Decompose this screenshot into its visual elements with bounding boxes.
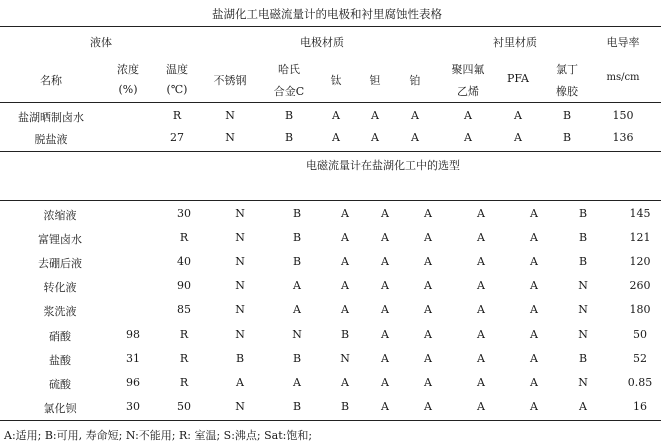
cell-temp: 50 xyxy=(177,399,191,413)
cell-hc: A xyxy=(293,375,301,389)
cell-pt: A xyxy=(411,109,419,122)
cell-ti: A xyxy=(341,303,349,317)
legend-note: A:适用; B:可用, 寿命短; N:不能用; R: 室温; S:沸点; Sat:饱和; xyxy=(4,429,313,442)
cell-temp: 90 xyxy=(177,279,191,293)
col-titanium: 钛 xyxy=(330,74,342,87)
cell-ti: A xyxy=(341,231,349,245)
group-lining: 衬里材质 xyxy=(493,36,537,49)
cell-ss: N xyxy=(235,279,245,293)
cell-ss: N xyxy=(225,109,235,122)
cell-ta: A xyxy=(381,375,389,389)
cell-name: 盐湖晒制卤水 xyxy=(18,111,84,124)
cell-cr: B xyxy=(578,207,588,220)
cell-hc: B xyxy=(284,109,294,122)
cell-pfa: A xyxy=(530,207,538,220)
cell-ss: N xyxy=(235,255,245,269)
col-pfa: PFA xyxy=(506,72,530,85)
col-hastelloy-c: 合金C xyxy=(273,85,305,98)
col-ptfe-2: 乙烯 xyxy=(457,85,479,98)
cell-name: 转化液 xyxy=(43,281,77,295)
cell-ti: N xyxy=(340,351,350,365)
group-electrode: 电极材质 xyxy=(300,36,344,49)
cell-hc: B xyxy=(292,399,302,413)
cell-ec: 50 xyxy=(633,327,647,341)
cell-ti: A xyxy=(341,207,349,220)
cell-temp: 85 xyxy=(177,303,191,317)
table2-row xyxy=(0,372,661,394)
cell-conc: 98 xyxy=(126,327,140,341)
cell-pfa: A xyxy=(514,131,522,144)
cell-pt: A xyxy=(411,131,419,144)
cell-ec: 150 xyxy=(612,109,634,122)
cell-ta: A xyxy=(381,231,389,245)
cell-temp: 30 xyxy=(177,207,191,220)
table2-row xyxy=(0,396,661,418)
cell-hc: N xyxy=(292,327,302,341)
cell-ta: A xyxy=(381,351,389,365)
table2-row xyxy=(0,348,661,370)
cell-ta: A xyxy=(381,255,389,269)
cell-ec: 120 xyxy=(629,255,651,269)
cell-pt: A xyxy=(424,207,432,220)
cell-ptfe: A xyxy=(477,327,485,341)
cell-pfa: A xyxy=(530,351,538,365)
cell-pfa: A xyxy=(530,399,538,413)
cell-pfa: A xyxy=(530,375,538,389)
cell-ss: N xyxy=(225,131,235,144)
cell-ti: A xyxy=(332,131,340,144)
cell-pfa: A xyxy=(530,255,538,269)
cell-name: 浓缩液 xyxy=(43,209,77,222)
cell-ti: B xyxy=(340,327,350,341)
col-tantalum: 钽 xyxy=(369,74,381,87)
cell-temp: 40 xyxy=(177,255,191,269)
col-conc: 浓度 xyxy=(117,63,139,76)
cell-cr: B xyxy=(562,109,572,122)
cell-hc: B xyxy=(292,351,302,365)
cell-hc: B xyxy=(292,207,302,220)
table2-row xyxy=(0,299,661,321)
cell-temp: R xyxy=(172,109,182,122)
cell-ec: 260 xyxy=(629,279,651,293)
cell-pfa: A xyxy=(530,231,538,245)
cell-hc: A xyxy=(293,303,301,317)
table1-bottom-rule xyxy=(0,151,661,152)
col-stainless: 不锈钢 xyxy=(213,74,247,87)
table1-header-rule xyxy=(0,102,661,103)
table1-row xyxy=(0,106,661,126)
table2-row xyxy=(0,203,661,225)
cell-pt: A xyxy=(424,231,432,245)
col-temp-unit: (℃) xyxy=(166,83,188,96)
cell-cr: B xyxy=(578,231,588,245)
table2-title: 电磁流量计在盐湖化工中的选型 xyxy=(306,159,460,172)
cell-ss: A xyxy=(236,375,244,389)
cell-temp: R xyxy=(179,327,189,341)
cell-hc: A xyxy=(293,279,301,293)
cell-temp: R xyxy=(179,351,189,365)
cell-ptfe: A xyxy=(477,351,485,365)
cell-name: 硝酸 xyxy=(49,329,71,343)
cell-name: 浆洗液 xyxy=(43,305,77,319)
cell-cr: B xyxy=(562,131,572,144)
cell-ptfe: A xyxy=(477,231,485,245)
cell-pt: A xyxy=(424,303,432,317)
cell-ti: A xyxy=(341,255,349,269)
cell-ta: A xyxy=(381,279,389,293)
cell-ti: B xyxy=(340,399,350,413)
cell-ss: N xyxy=(235,327,245,341)
cell-pt: A xyxy=(424,351,432,365)
cell-conc: 30 xyxy=(126,399,140,413)
cell-ss: B xyxy=(235,351,245,365)
cell-cr: N xyxy=(578,279,588,293)
table1-title: 盐湖化工电磁流量计的电极和衬里腐蚀性表格 xyxy=(212,7,442,21)
table2-row xyxy=(0,324,661,346)
cell-ta: A xyxy=(381,207,389,220)
cell-name: 脱盐液 xyxy=(34,133,68,146)
cell-ec: 145 xyxy=(629,207,651,220)
cell-pt: A xyxy=(424,279,432,293)
cell-cr: A xyxy=(579,399,587,413)
col-hastelloy: 哈氏 xyxy=(278,63,300,76)
cell-pfa: A xyxy=(514,109,522,122)
cell-name: 去硼后液 xyxy=(38,257,82,271)
cell-ptfe: A xyxy=(464,109,472,122)
cell-ec: 180 xyxy=(629,303,651,317)
cell-ec: 16 xyxy=(633,399,647,413)
cell-name: 富锂卤水 xyxy=(38,233,82,247)
cell-ss: N xyxy=(235,399,245,413)
cell-temp: R xyxy=(179,375,189,389)
cell-cr: B xyxy=(578,351,588,365)
col-platinum: 铂 xyxy=(409,74,421,87)
group-liquid: 液体 xyxy=(90,36,112,49)
cell-ss: N xyxy=(235,207,245,220)
cell-ti: A xyxy=(341,279,349,293)
cell-pt: A xyxy=(424,375,432,389)
cell-pfa: A xyxy=(530,303,538,317)
table1-row xyxy=(0,128,661,148)
cell-ptfe: A xyxy=(477,303,485,317)
cell-name: 硫酸 xyxy=(49,377,71,391)
cell-hc: B xyxy=(284,131,294,144)
cell-cr: N xyxy=(578,303,588,317)
col-unit: ms/cm xyxy=(606,72,640,83)
cell-ptfe: A xyxy=(477,375,485,389)
cell-ptfe: A xyxy=(477,279,485,293)
cell-ss: N xyxy=(235,303,245,317)
cell-ec: 52 xyxy=(633,351,647,365)
cell-ptfe: A xyxy=(464,131,472,144)
cell-cr: N xyxy=(578,375,588,389)
cell-cr: B xyxy=(578,255,588,269)
cell-ti: A xyxy=(332,109,340,122)
cell-hc: B xyxy=(292,231,302,245)
cell-ta: A xyxy=(381,303,389,317)
cell-ec: 0.85 xyxy=(627,375,653,389)
cell-cr: N xyxy=(578,327,588,341)
cell-ti: A xyxy=(341,375,349,389)
cell-ta: A xyxy=(371,131,379,144)
cell-ec: 136 xyxy=(612,131,634,144)
table2-bottom-rule xyxy=(0,420,661,421)
col-neoprene: 氯丁 xyxy=(556,63,578,76)
cell-ptfe: A xyxy=(477,399,485,413)
col-name: 名称 xyxy=(40,74,62,87)
cell-ta: A xyxy=(381,327,389,341)
cell-conc: 96 xyxy=(126,375,140,389)
group-conductivity: 电导率 xyxy=(606,36,640,49)
cell-ec: 121 xyxy=(629,231,651,245)
cell-pt: A xyxy=(424,255,432,269)
table2-row xyxy=(0,275,661,297)
cell-hc: B xyxy=(292,255,302,269)
cell-temp: 27 xyxy=(170,131,184,144)
cell-pt: A xyxy=(424,399,432,413)
table2-top-rule xyxy=(0,200,661,201)
cell-conc: 31 xyxy=(126,351,140,365)
cell-ta: A xyxy=(381,399,389,413)
cell-ptfe: A xyxy=(477,207,485,220)
col-conc-unit: (%) xyxy=(118,83,138,96)
cell-temp: R xyxy=(179,231,189,245)
cell-ss: N xyxy=(235,231,245,245)
cell-name: 氯化钡 xyxy=(43,401,77,415)
table2-row xyxy=(0,251,661,273)
cell-name: 盐酸 xyxy=(49,353,71,367)
cell-pfa: A xyxy=(530,279,538,293)
col-neoprene-2: 橡胶 xyxy=(556,85,578,98)
table2-row xyxy=(0,227,661,249)
cell-ta: A xyxy=(371,109,379,122)
cell-pfa: A xyxy=(530,327,538,341)
col-ptfe: 聚四氟 xyxy=(451,63,485,76)
cell-ptfe: A xyxy=(477,255,485,269)
table1-top-rule xyxy=(0,26,661,27)
col-temp: 温度 xyxy=(166,63,188,76)
cell-pt: A xyxy=(424,327,432,341)
